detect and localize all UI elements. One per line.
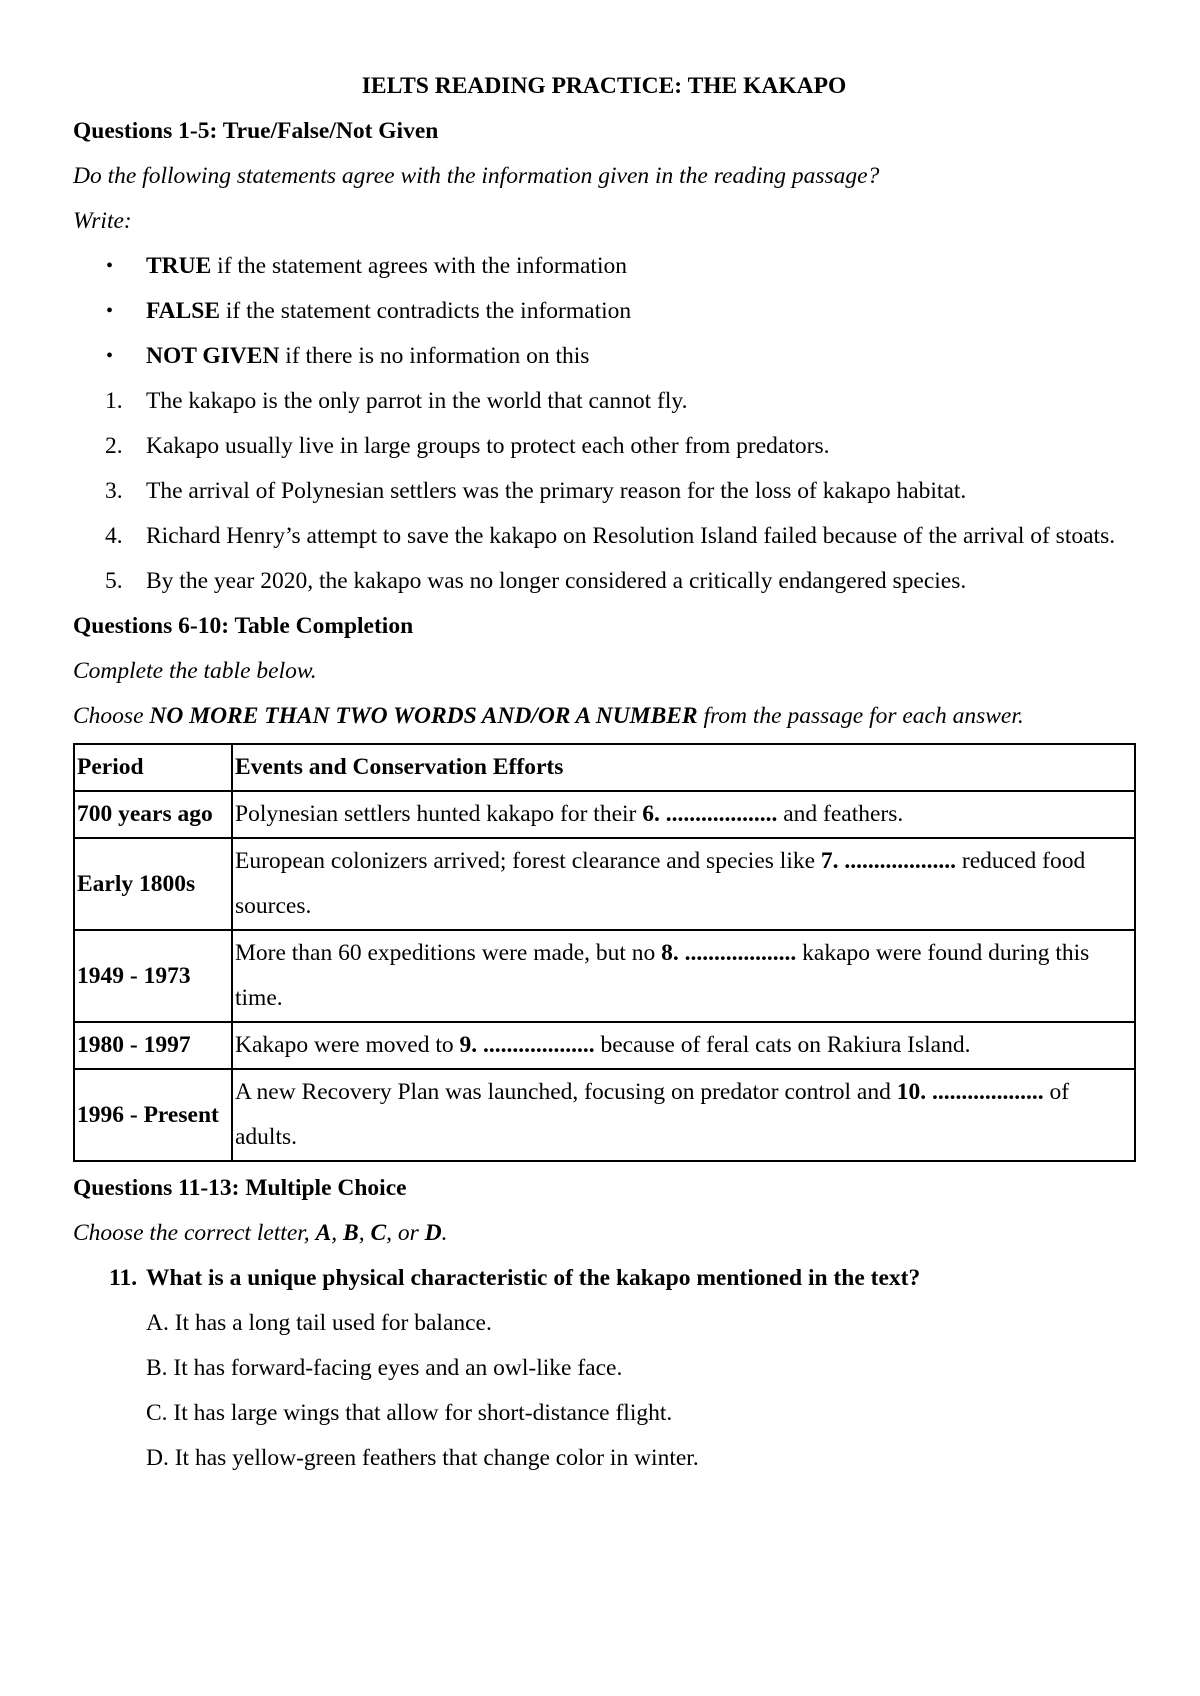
answer-key-term: NOT GIVEN xyxy=(146,343,280,369)
mc-option-b: B. It has forward-facing eyes and an owl-like face. xyxy=(146,1355,623,1381)
tfng-question xyxy=(73,514,1135,559)
answer-blank: 10. ................... xyxy=(896,1079,1044,1105)
separator: , or xyxy=(386,1220,425,1246)
table-cell-period: 1980 - 1997 xyxy=(74,1022,232,1069)
question-number: 5. xyxy=(105,568,123,594)
question-number: 2. xyxy=(105,433,123,459)
section-heading-tfng: Questions 1-5: True/False/Not Given xyxy=(73,118,439,144)
table-cell-events xyxy=(232,1069,1135,1161)
mc-instruction xyxy=(73,1211,1135,1256)
word-limit-instruction xyxy=(73,694,1135,739)
table-cell-period: Early 1800s xyxy=(74,838,232,930)
mc-question xyxy=(73,1256,1135,1301)
answer-blank: 6. ................... xyxy=(642,801,778,827)
tfng-question xyxy=(73,379,1135,424)
question-number: 3. xyxy=(105,478,123,504)
answer-key-list xyxy=(73,244,1135,379)
tfng-question xyxy=(73,424,1135,469)
answer-key-item xyxy=(73,334,1135,379)
event-text: and feathers. xyxy=(777,801,904,827)
letter-option: C xyxy=(370,1220,387,1246)
event-text: kakapo were found during this time. xyxy=(235,940,1090,1011)
answer-blank: 7. ................... xyxy=(820,848,957,874)
table-cell-period: 700 years ago xyxy=(74,791,232,838)
table-row xyxy=(74,1069,1135,1161)
table-row xyxy=(74,1022,1135,1069)
table-cell-events xyxy=(232,1022,1135,1069)
question-text: The kakapo is the only parrot in the world that cannot fly. xyxy=(146,388,688,414)
table-row xyxy=(74,930,1135,1022)
mc-option-d: D. It has yellow-green feathers that change color in winter. xyxy=(146,1445,699,1471)
section-heading-table: Questions 6-10: Table Completion xyxy=(73,613,414,639)
question-text: Richard Henry’s attempt to save the kakapo on Resolution Island failed because of the arrival of stoats. xyxy=(146,523,1116,549)
bullet-icon: • xyxy=(106,255,114,277)
tfng-question xyxy=(73,559,1135,604)
answer-blank: 9. ................... xyxy=(459,1032,595,1058)
letter-option: A xyxy=(315,1220,332,1246)
question-text: By the year 2020, the kakapo was no longer considered a critically endangered species. xyxy=(146,568,967,594)
table-header-period: Period xyxy=(74,744,232,791)
question-number: 1. xyxy=(105,388,123,414)
table-row xyxy=(74,791,1135,838)
word-limit-pre: Choose xyxy=(73,703,150,729)
question-text: What is a unique physical characteristic of the kakapo mentioned in the text? xyxy=(146,1265,921,1291)
letter-option: D xyxy=(424,1220,442,1246)
table-instruction: Complete the table below. xyxy=(73,658,317,684)
mc-option-a: A. It has a long tail used for balance. xyxy=(146,1310,492,1336)
event-text: reduced food sources. xyxy=(235,848,1086,919)
page-title: IELTS READING PRACTICE: THE KAKAPO xyxy=(361,73,847,99)
answer-key-desc: if the statement agrees with the information xyxy=(211,253,627,279)
answer-key-term: TRUE xyxy=(146,253,212,279)
answer-key-term: FALSE xyxy=(146,298,220,324)
document-page xyxy=(73,64,1135,1481)
event-text: A new Recovery Plan was launched, focusing on predator control and xyxy=(235,1079,897,1105)
separator: . xyxy=(441,1220,448,1246)
mc-option-c: C. It has large wings that allow for short-distance flight. xyxy=(146,1400,673,1426)
completion-table xyxy=(73,743,1136,1162)
question-text: Kakapo usually live in large groups to protect each other from predators. xyxy=(146,433,830,459)
table-row xyxy=(74,838,1135,930)
bullet-icon: • xyxy=(106,345,114,367)
event-text: European colonizers arrived; forest clearance and species like xyxy=(235,848,821,874)
event-text: Kakapo were moved to xyxy=(235,1032,460,1058)
answer-key-item xyxy=(73,289,1135,334)
event-text: because of feral cats on Rakiura Island. xyxy=(594,1032,971,1058)
table-cell-events xyxy=(232,930,1135,1022)
event-text: Polynesian settlers hunted kakapo for their xyxy=(235,801,643,827)
table-cell-period: 1996 - Present xyxy=(74,1069,232,1161)
letter-option: B xyxy=(343,1220,359,1246)
table-cell-events xyxy=(232,838,1135,930)
table-cell-period: 1949 - 1973 xyxy=(74,930,232,1022)
table-header-events: Events and Conservation Efforts xyxy=(232,744,1135,791)
mc-instruction-text: Choose the correct letter, xyxy=(73,1220,316,1246)
tfng-instruction: Do the following statements agree with the information given in the reading passage? xyxy=(73,163,880,189)
event-text: of adults. xyxy=(235,1079,1070,1150)
question-number: 11. xyxy=(109,1265,138,1291)
separator: , xyxy=(358,1220,371,1246)
tfng-question xyxy=(73,469,1135,514)
answer-key-desc: if the statement contradicts the information xyxy=(220,298,632,324)
word-limit-post: from the passage for each answer. xyxy=(697,703,1024,729)
answer-key-desc: if there is no information on this xyxy=(279,343,590,369)
write-label: Write: xyxy=(73,208,132,234)
question-text: The arrival of Polynesian settlers was the primary reason for the loss of kakapo habitat. xyxy=(146,478,967,504)
answer-blank: 8. ................... xyxy=(661,940,797,966)
section-heading-mc: Questions 11-13: Multiple Choice xyxy=(73,1175,407,1201)
event-text: More than 60 expeditions were made, but no xyxy=(235,940,662,966)
table-cell-events xyxy=(232,791,1135,838)
answer-key-item xyxy=(73,244,1135,289)
word-limit-rule: NO MORE THAN TWO WORDS AND/OR A NUMBER xyxy=(149,703,698,729)
separator: , xyxy=(331,1220,343,1246)
table-header-row xyxy=(74,744,1135,791)
bullet-icon: • xyxy=(106,300,114,322)
question-number: 4. xyxy=(105,523,123,549)
tfng-question-list xyxy=(73,379,1135,604)
